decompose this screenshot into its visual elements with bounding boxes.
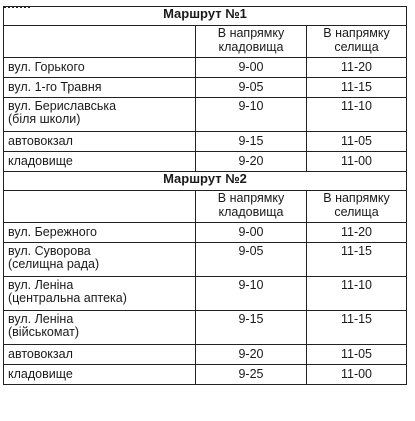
route-title: Маршрут №1: [4, 7, 407, 26]
table-row: [4, 223, 407, 243]
time-to-cemetery: 9-25: [196, 365, 307, 385]
header-to-village: [307, 191, 407, 223]
cell-line: (центральна аптека): [8, 291, 127, 305]
time-to-cemetery: 9-20: [196, 152, 307, 172]
stop-name: [4, 78, 196, 98]
table-row: [4, 58, 407, 78]
cell-line: вул. Суворова: [8, 244, 91, 258]
cell-line: В напрямку: [323, 26, 390, 40]
time-to-village: 11-00: [307, 365, 407, 385]
header-to-cemetery: [196, 26, 307, 58]
time-to-cemetery: 9-00: [196, 223, 307, 243]
cell-line: селища: [334, 205, 379, 219]
cell-line: вул. Леніна: [8, 312, 74, 326]
time-to-cemetery: 9-10: [196, 98, 307, 132]
cell-line: кладовище: [8, 154, 73, 168]
stop-name: [4, 277, 196, 311]
cell-line: (військомат): [8, 325, 80, 339]
table-row: [4, 365, 407, 385]
stop-name: [4, 223, 196, 243]
time-to-village: 11-15: [307, 243, 407, 277]
time-to-cemetery: 9-05: [196, 78, 307, 98]
cell-line: вул. Леніна: [8, 278, 74, 292]
time-to-village: 11-00: [307, 152, 407, 172]
time-to-village: 11-10: [307, 98, 407, 132]
table-row: [4, 132, 407, 152]
header-to-village: [307, 26, 407, 58]
cell-line: автовокзал: [8, 134, 73, 148]
direction-header-row: [4, 191, 407, 223]
cell-line: вул. Бериславська: [8, 99, 117, 113]
route-title: Маршрут №2: [4, 172, 407, 191]
stop-name: [4, 152, 196, 172]
cell-line: В напрямку: [323, 191, 390, 205]
stop-column-header: [4, 26, 196, 58]
cell-line: вул. Горького: [8, 60, 85, 74]
time-to-cemetery: 9-15: [196, 132, 307, 152]
cell-line: В напрямку: [217, 26, 285, 40]
time-to-village: 11-20: [307, 223, 407, 243]
cell-line: (біля школи): [8, 112, 81, 126]
stop-name: [4, 311, 196, 345]
time-to-village: 11-15: [307, 311, 407, 345]
stop-column-header: [4, 191, 196, 223]
time-to-village: 11-05: [307, 132, 407, 152]
time-to-cemetery: 9-00: [196, 58, 307, 78]
cell-line: (селищна рада): [8, 257, 100, 271]
cell-line: автовокзал: [8, 347, 73, 361]
cell-line: В напрямку: [217, 191, 285, 205]
cell-line: кладовища: [218, 205, 284, 219]
time-to-village: 11-20: [307, 58, 407, 78]
route-title-row: [4, 7, 407, 26]
time-to-village: 11-10: [307, 277, 407, 311]
table-row: [4, 152, 407, 172]
table-row: [4, 311, 407, 345]
schedule-body: [4, 7, 407, 385]
header-to-cemetery: [196, 191, 307, 223]
table-row: [4, 243, 407, 277]
table-row: [4, 277, 407, 311]
stop-name: [4, 365, 196, 385]
stop-name: [4, 58, 196, 78]
time-to-cemetery: 9-05: [196, 243, 307, 277]
direction-header-row: [4, 26, 407, 58]
route-title-row: [4, 172, 407, 191]
bus-schedule-table: [3, 6, 407, 385]
time-to-village: 11-15: [307, 78, 407, 98]
table-row: [4, 98, 407, 132]
cell-line: кладовища: [218, 40, 284, 54]
table-row: [4, 78, 407, 98]
table-row: [4, 345, 407, 365]
stop-name: [4, 243, 196, 277]
time-to-cemetery: 9-15: [196, 311, 307, 345]
stop-name: [4, 98, 196, 132]
cell-line: вул. 1-го Травня: [8, 80, 102, 94]
cell-line: вул. Бережного: [8, 225, 97, 239]
time-to-village: 11-05: [307, 345, 407, 365]
cell-line: селища: [334, 40, 379, 54]
stop-name: [4, 345, 196, 365]
cell-line: кладовище: [8, 367, 73, 381]
time-to-cemetery: 9-20: [196, 345, 307, 365]
time-to-cemetery: 9-10: [196, 277, 307, 311]
stop-name: [4, 132, 196, 152]
